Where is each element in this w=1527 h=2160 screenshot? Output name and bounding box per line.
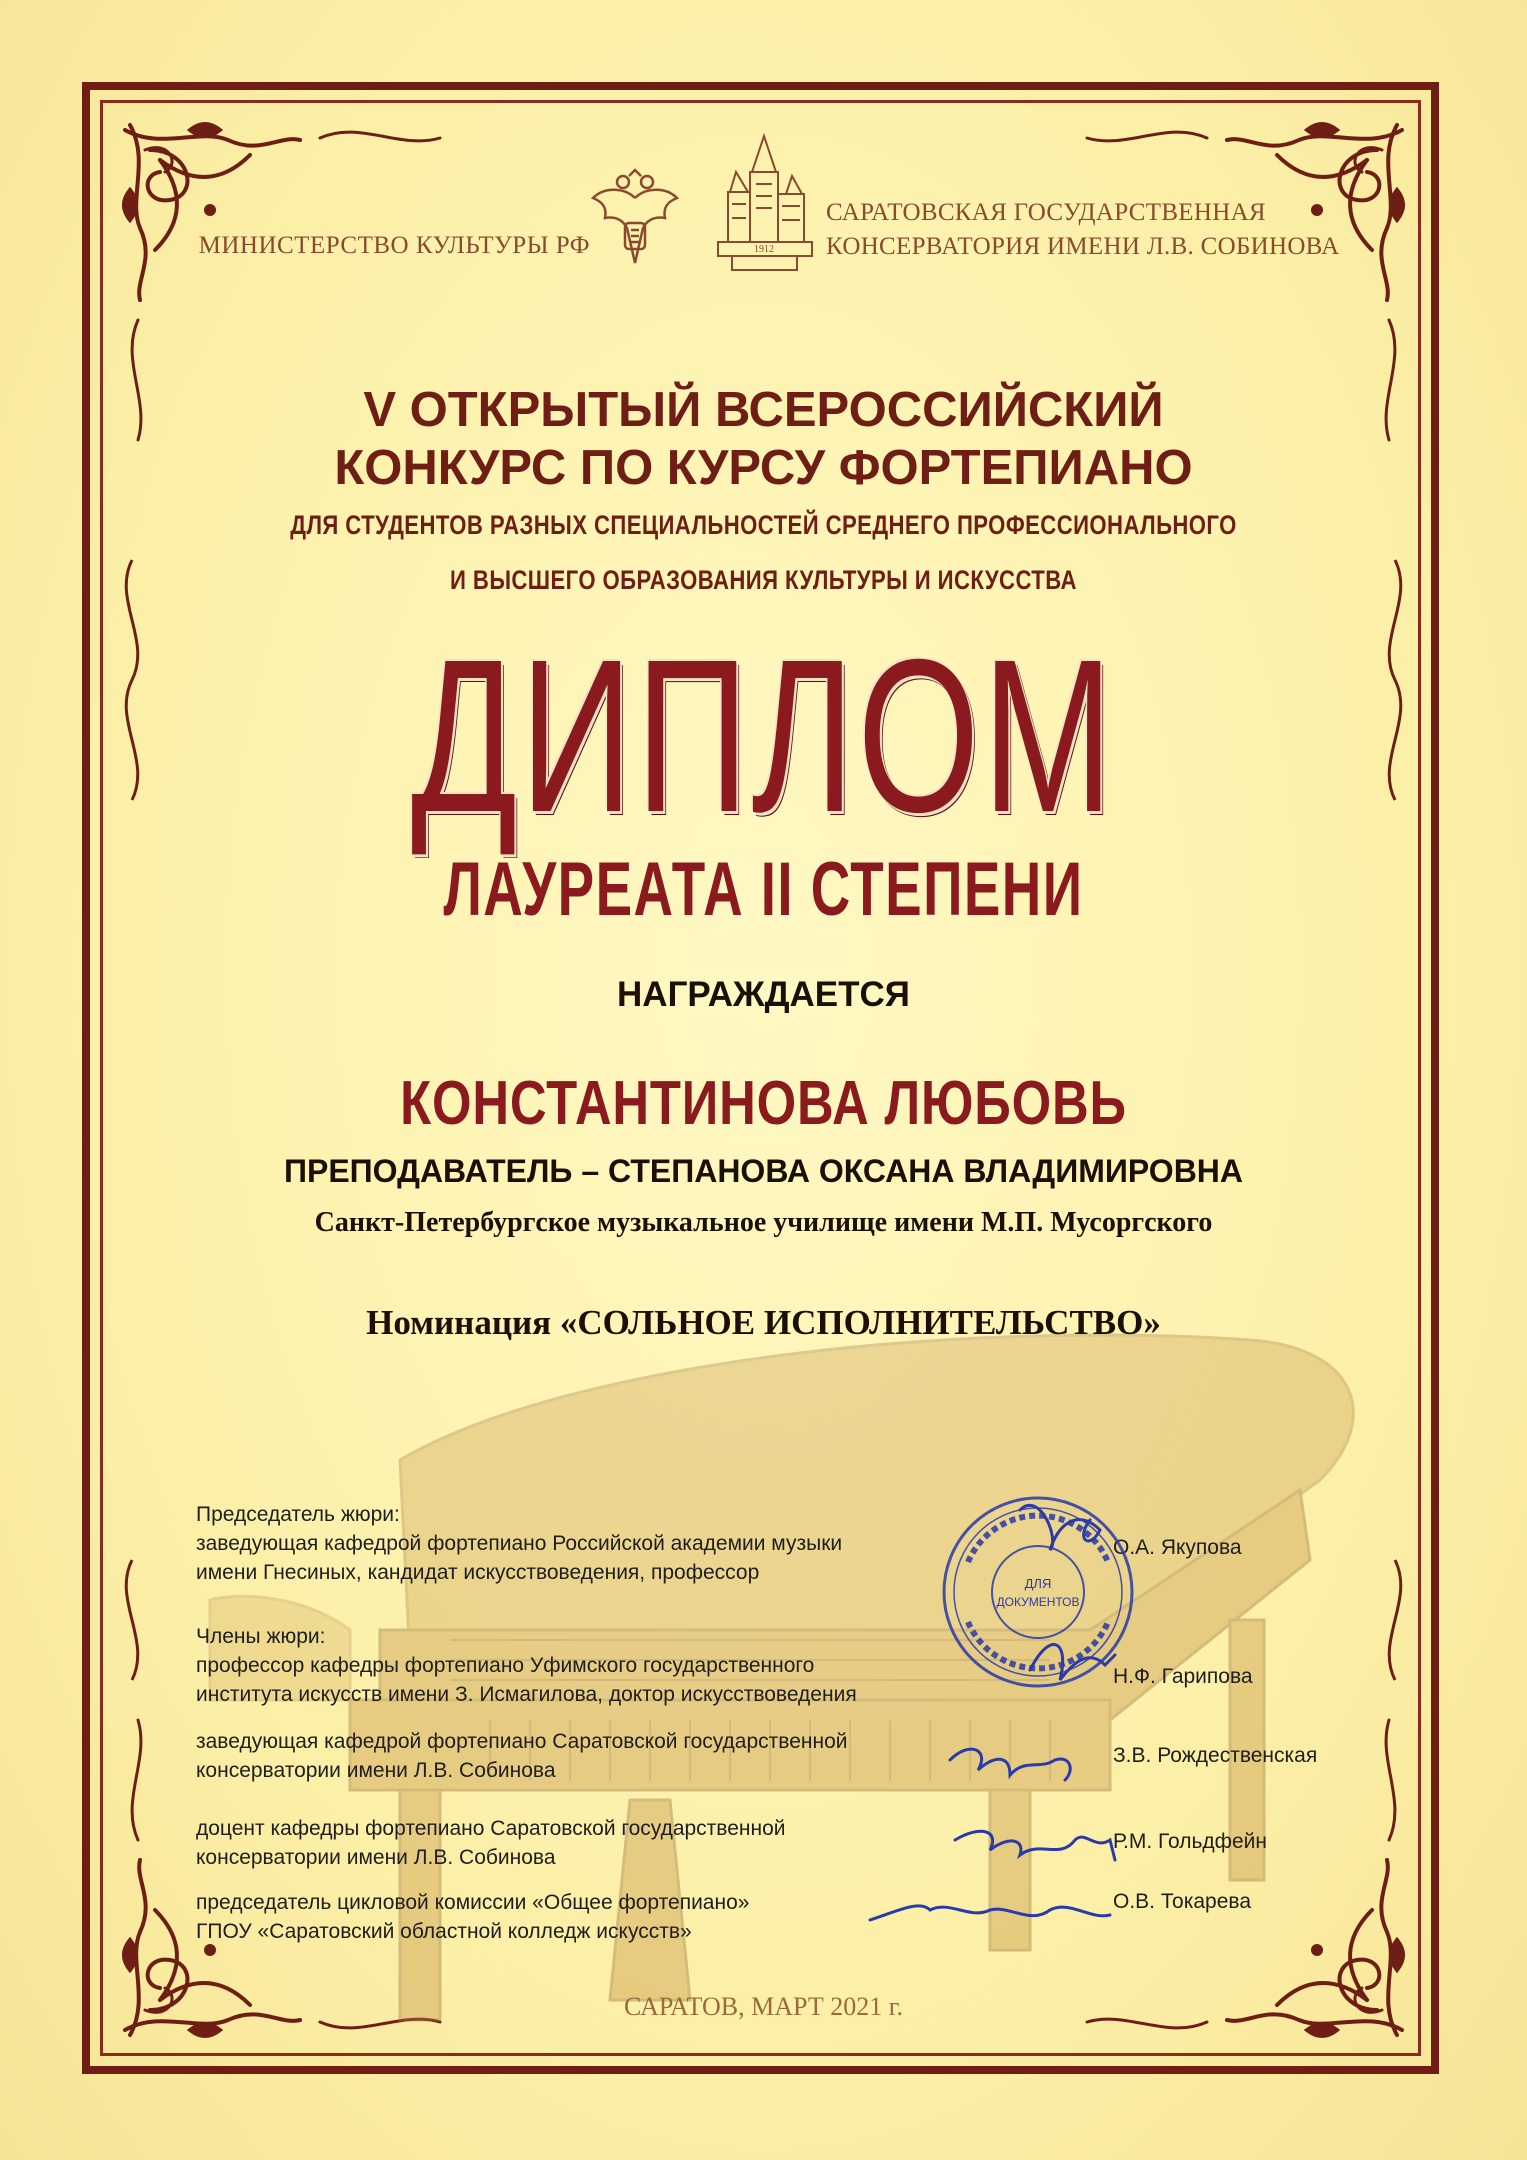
jury-member-2-name: З.В. Рождественская [1113, 1744, 1318, 1767]
jury-chair-position-1: заведующая кафедрой фортепиано Российской академии музыки [196, 1532, 843, 1555]
stamp-text-2: ДОКУМЕНТОВ [996, 1595, 1080, 1609]
jury-member-4-position-1: председатель цикловой комиссии «Общее фортепиано» [196, 1891, 750, 1914]
conservatory-label [826, 196, 1346, 264]
jury-member-4-name: О.В. Токарева [1113, 1890, 1251, 1913]
jury-members-heading: Члены жюри: [196, 1625, 326, 1648]
conservatory-line-2: КОНСЕРВАТОРИЯ ИМЕНИ Л.В. СОБИНОВА [826, 233, 1340, 260]
recipient-name: КОНСТАНТИНОВА ЛЮБОВЬ [400, 1069, 1127, 1138]
jury-chair-block [196, 1500, 842, 1587]
contest-subtitle-line-1: ДЛЯ СТУДЕНТОВ РАЗНЫХ СПЕЦИАЛЬНОСТЕЙ СРЕДНЕГО ПРОФЕССИОНАЛЬНОГО [290, 510, 1237, 540]
teacher-line: ПРЕПОДАВАТЕЛЬ – СТЕПАНОВА ОКСАНА ВЛАДИМИРОВНА [283, 1153, 1244, 1189]
jury-member-3-block [196, 1814, 786, 1872]
school-line: Санкт-Петербургское музыкальное училище имени М.П. Мусоргского [314, 1207, 1213, 1238]
jury-member-3-position-1: доцент кафедры фортепиано Саратовской государственной [196, 1817, 786, 1840]
jury-member-2-position-2: консерватории имени Л.В. Собинова [196, 1759, 556, 1782]
jury-member-3-name: Р.М. Гольдфейн [1113, 1830, 1267, 1853]
contest-subtitle-line-2: И ВЫСШЕГО ОБРАЗОВАНИЯ КУЛЬТУРЫ И ИСКУССТВА [450, 565, 1077, 595]
awarded-label: НАГРАЖДАЕТСЯ [617, 975, 910, 1014]
jury-member-4-position-2: ГПОУ «Саратовский областной колледж искусств» [196, 1920, 692, 1943]
jury-member-3-position-2: консерватории имени Л.В. Собинова [196, 1846, 556, 1869]
jury-chair-heading: Председатель жюри: [196, 1503, 400, 1526]
diploma-title: ДИПЛОМ [410, 615, 1117, 858]
conservatory-line-1: САРАТОВСКАЯ ГОСУДАРСТВЕННАЯ [826, 199, 1266, 226]
double-headed-eagle-icon [585, 168, 685, 278]
building-year: 1912 [754, 244, 774, 255]
jury-member-2-position-1: заведующая кафедрой фортепиано Саратовской государственной [196, 1730, 848, 1753]
laureate-degree: ЛАУРЕАТА II СТЕПЕНИ [443, 847, 1084, 932]
place-and-date: САРАТОВ, МАРТ 2021 г. [624, 1992, 903, 2021]
contest-title-line-2: КОНКУРС ПО КУРСУ ФОРТЕПИАНО [334, 441, 1193, 495]
jury-member-2-block [196, 1727, 847, 1785]
contest-title-line-1: V ОТКРЫТЫЙ ВСЕРОССИЙСКИЙ [363, 383, 1164, 437]
jury-member-1-position-2: института искусств имени З. Исмагилова, доктор искусствоведения [196, 1683, 857, 1706]
nomination-line: Номинация «СОЛЬНОЕ ИСПОЛНИТЕЛЬСТВО» [366, 1303, 1161, 1342]
jury-member-4-block [196, 1888, 749, 1946]
stamp-text-1: ДЛЯ [1024, 1576, 1052, 1591]
jury-member-1-position-1: профессор кафедры фортепиано Уфимского государственного [196, 1654, 815, 1677]
jury-chair-name: О.А. Якупова [1113, 1536, 1242, 1559]
ministry-label: МИНИСТЕРСТВО КУЛЬТУРЫ РФ [198, 232, 590, 259]
jury-member-1-name: Н.Ф. Гарипова [1113, 1665, 1253, 1688]
jury-chair-position-2: имени Гнесиных, кандидат искусствоведения, профессор [196, 1561, 760, 1584]
jury-signatures-icon [860, 1480, 1150, 1940]
jury-member-1-block [196, 1622, 857, 1709]
conservatory-building-icon [712, 132, 817, 278]
